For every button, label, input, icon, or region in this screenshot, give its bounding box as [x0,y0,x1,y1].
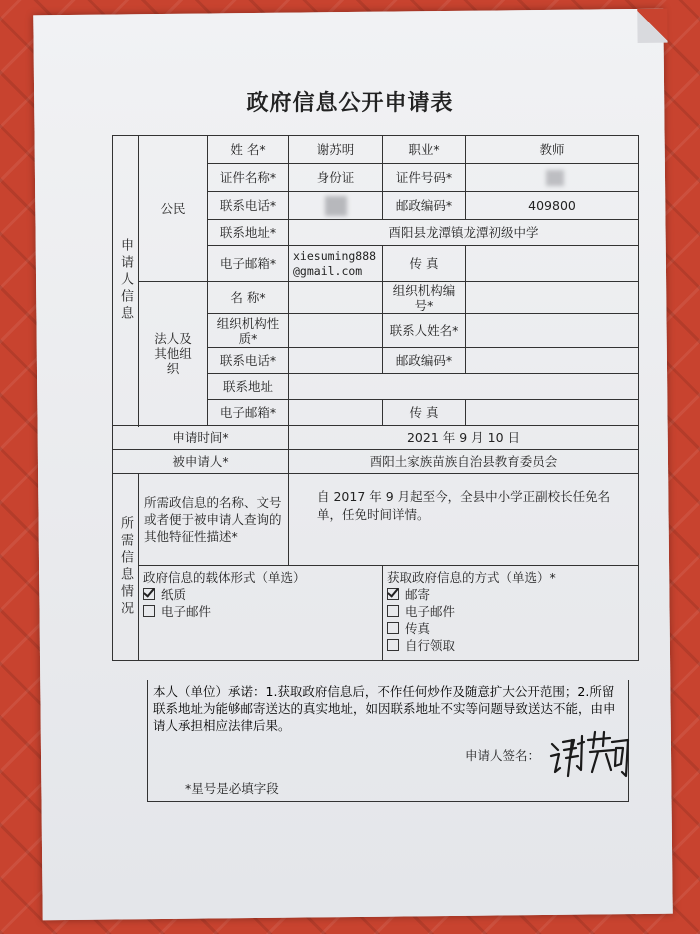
applicant-section-label: 申请人信息 [113,136,139,426]
address-value: 酉阳县龙潭镇龙潭初级中学 [289,220,639,246]
legal-entity-label: 法人及其他组织 [139,282,208,426]
checkbox-icon[interactable] [387,639,399,651]
redacted-mark [546,170,564,186]
carrier-option-email[interactable]: 电子邮件 [143,603,378,620]
entity-fax-label: 传 真 [383,400,466,426]
phone-value [289,192,383,220]
form-title: 政府信息公开申请表 [246,90,454,116]
postcode-value: 409800 [466,192,639,220]
entity-email-label: 电子邮箱* [208,400,289,426]
carrier-option-paper[interactable]: 纸质 [143,586,378,603]
method-option-email[interactable]: 电子邮件 [387,603,634,620]
org-type-label: 组织机构性质* [208,314,289,348]
fax-label: 传 真 [383,246,466,282]
contact-name-value [466,314,639,348]
method-option-fax[interactable]: 传真 [387,620,634,637]
name-label: 姓 名* [208,136,289,164]
org-code-value [466,282,639,314]
entity-address-label: 联系地址 [208,374,289,400]
name-value: 谢苏明 [289,136,383,164]
redacted-mark [325,196,347,216]
address-label: 联系地址* [208,220,289,246]
entity-address-value [289,374,639,400]
occupation-value: 教师 [466,136,639,164]
checkbox-icon[interactable] [143,605,155,617]
org-type-value [289,314,383,348]
method-label: 获取政府信息的方式（单选）* [387,570,556,585]
entity-name-label: 名 称* [208,282,289,314]
contact-name-label: 联系人姓名* [383,314,466,348]
fax-value [466,246,639,282]
checkbox-icon[interactable] [387,605,399,617]
entity-name-value [289,282,383,314]
apply-date-value: 2021 年 9 月 10 日 [289,426,639,450]
entity-phone-value [289,348,383,374]
method-cell [383,566,639,661]
entity-phone-label: 联系电话* [208,348,289,374]
respondent-value: 酉阳土家族苗族自治县教育委员会 [289,450,639,474]
occupation-label: 职业* [383,136,466,164]
checkbox-checked-icon[interactable] [387,588,399,600]
org-code-label: 组织机构编号* [383,282,466,314]
citizen-label: 公民 [139,136,208,282]
checkbox-checked-icon[interactable] [143,588,155,600]
method-option-mail[interactable]: 邮寄 [387,586,634,603]
respondent-label: 被申请人* [113,450,289,474]
postcode-label: 邮政编码* [383,192,466,220]
entity-email-value [289,400,383,426]
application-form-table [112,135,638,665]
entity-fax-value [466,400,639,426]
info-section-label: 所需信息情况 [113,474,139,661]
method-option-pickup[interactable]: 自行领取 [387,637,634,654]
email-label: 电子邮箱* [208,246,289,282]
info-description-value: 自 2017 年 9 月起至今，全县中小学正副校长任免名单，任免时间详情。 [289,474,639,566]
folded-corner [637,9,667,43]
checkbox-icon[interactable] [387,622,399,634]
entity-postcode-label: 邮政编码* [383,348,466,374]
id-number-value [466,164,639,192]
carrier-cell [139,566,383,661]
id-number-label: 证件号码* [383,164,466,192]
entity-postcode-value [466,348,639,374]
email-value: xiesuming888@gmail.com [289,246,383,282]
info-description-label: 所需政信息的名称、文号或者便于被申请人查询的其他特征性描述* [139,474,289,566]
id-type-value: 身份证 [289,164,383,192]
handwritten-signature [548,726,630,788]
commitment-text: 本人（单位）承诺：1.获取政府信息后，不作任何炒作及随意扩大公开范围；2.所留联系地址为能够邮寄送达的真实地址，如因联系地址不实等问题导致送达不能，由申请人承担相应法律后果。 [153,684,616,733]
id-type-label: 证件名称* [208,164,289,192]
apply-date-label: 申请时间* [113,426,289,450]
phone-label: 联系电话* [208,192,289,220]
carrier-label: 政府信息的载体形式（单选） [143,570,306,585]
required-field-note: *星号是必填字段 [185,781,279,796]
signature-label: 申请人签名： [465,748,541,763]
